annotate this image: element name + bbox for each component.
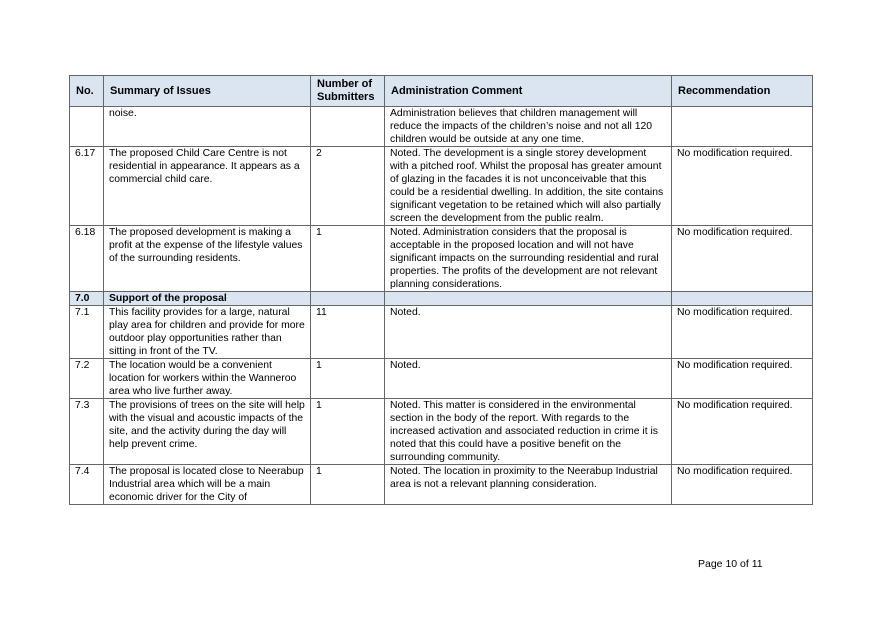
row-recommendation bbox=[672, 107, 813, 147]
row-comment: Noted. Administration considers that the proposal is acceptable in the proposed location and will not have significant impacts on the surrounding residential and rural properties. The profits of the development are not relevant planning considerations. bbox=[385, 226, 672, 292]
row-recommendation: No modification required. bbox=[672, 359, 813, 399]
header-recommendation: Recommendation bbox=[672, 76, 813, 107]
row-comment: Noted. bbox=[385, 359, 672, 399]
table-header-row bbox=[70, 76, 813, 107]
row-no: 7.1 bbox=[70, 306, 104, 359]
section-title: Support of the proposal bbox=[104, 292, 311, 306]
row-no: 7.4 bbox=[70, 465, 104, 505]
row-summary: noise. bbox=[104, 107, 311, 147]
row-submitters: 1 bbox=[311, 359, 385, 399]
section-no: 7.0 bbox=[70, 292, 104, 306]
row-summary: The provisions of trees on the site will help with the visual and acoustic impacts of the site, and the activity during the day will help prevent crime. bbox=[104, 399, 311, 465]
table-row bbox=[70, 226, 813, 292]
table-row bbox=[70, 465, 813, 505]
header-submitters: Number of Submitters bbox=[311, 76, 385, 107]
row-comment: Noted. This matter is considered in the environmental section in the body of the report. With regards to the increased activation and associated reduction in crime it is noted that this could have a positive benefit on the surrounding community. bbox=[385, 399, 672, 465]
header-comment: Administration Comment bbox=[385, 76, 672, 107]
row-summary: The proposal is located close to Neerabup Industrial area which will be a main economic driver for the City of bbox=[104, 465, 311, 505]
submissions-table bbox=[69, 75, 813, 505]
row-submitters: 11 bbox=[311, 306, 385, 359]
table-row bbox=[70, 359, 813, 399]
row-recommendation: No modification required. bbox=[672, 465, 813, 505]
row-submitters: 1 bbox=[311, 465, 385, 505]
row-submitters: 2 bbox=[311, 147, 385, 226]
header-summary: Summary of Issues bbox=[104, 76, 311, 107]
page-number: Page 10 of 11 bbox=[698, 558, 763, 570]
row-no bbox=[70, 107, 104, 147]
row-recommendation: No modification required. bbox=[672, 306, 813, 359]
table-row bbox=[70, 147, 813, 226]
header-no: No. bbox=[70, 76, 104, 107]
row-summary: The location would be a convenient location for workers within the Wanneroo area who live further away. bbox=[104, 359, 311, 399]
row-submitters: 1 bbox=[311, 399, 385, 465]
table-row bbox=[70, 107, 813, 147]
row-no: 6.17 bbox=[70, 147, 104, 226]
row-recommendation: No modification required. bbox=[672, 226, 813, 292]
table-row bbox=[70, 306, 813, 359]
row-recommendation: No modification required. bbox=[672, 147, 813, 226]
row-submitters bbox=[311, 107, 385, 147]
row-comment: Administration believes that children management will reduce the impacts of the children’s noise and not all 120 children would be outside at any one time. bbox=[385, 107, 672, 147]
row-submitters: 1 bbox=[311, 226, 385, 292]
row-comment: Noted. bbox=[385, 306, 672, 359]
row-no: 7.3 bbox=[70, 399, 104, 465]
row-summary: This facility provides for a large, natural play area for children and provide for more outdoor play opportunities rather than sitting in front of the TV. bbox=[104, 306, 311, 359]
row-comment: Noted. The location in proximity to the Neerabup Industrial area is not a relevant planning consideration. bbox=[385, 465, 672, 505]
row-no: 7.2 bbox=[70, 359, 104, 399]
row-summary: The proposed Child Care Centre is not residential in appearance. It appears as a commercial child care. bbox=[104, 147, 311, 226]
row-comment: Noted. The development is a single storey development with a pitched roof. Whilst the proposal has greater amount of glazing in the facades it is not unconceivable that this could be a residential dwelling. In addition, the site contains significant vegetation to be retained which will also partially screen the development from the public realm. bbox=[385, 147, 672, 226]
row-no: 6.18 bbox=[70, 226, 104, 292]
section-row bbox=[70, 292, 813, 306]
row-recommendation: No modification required. bbox=[672, 399, 813, 465]
row-summary: The proposed development is making a profit at the expense of the lifestyle values of the surrounding residents. bbox=[104, 226, 311, 292]
table-row bbox=[70, 399, 813, 465]
